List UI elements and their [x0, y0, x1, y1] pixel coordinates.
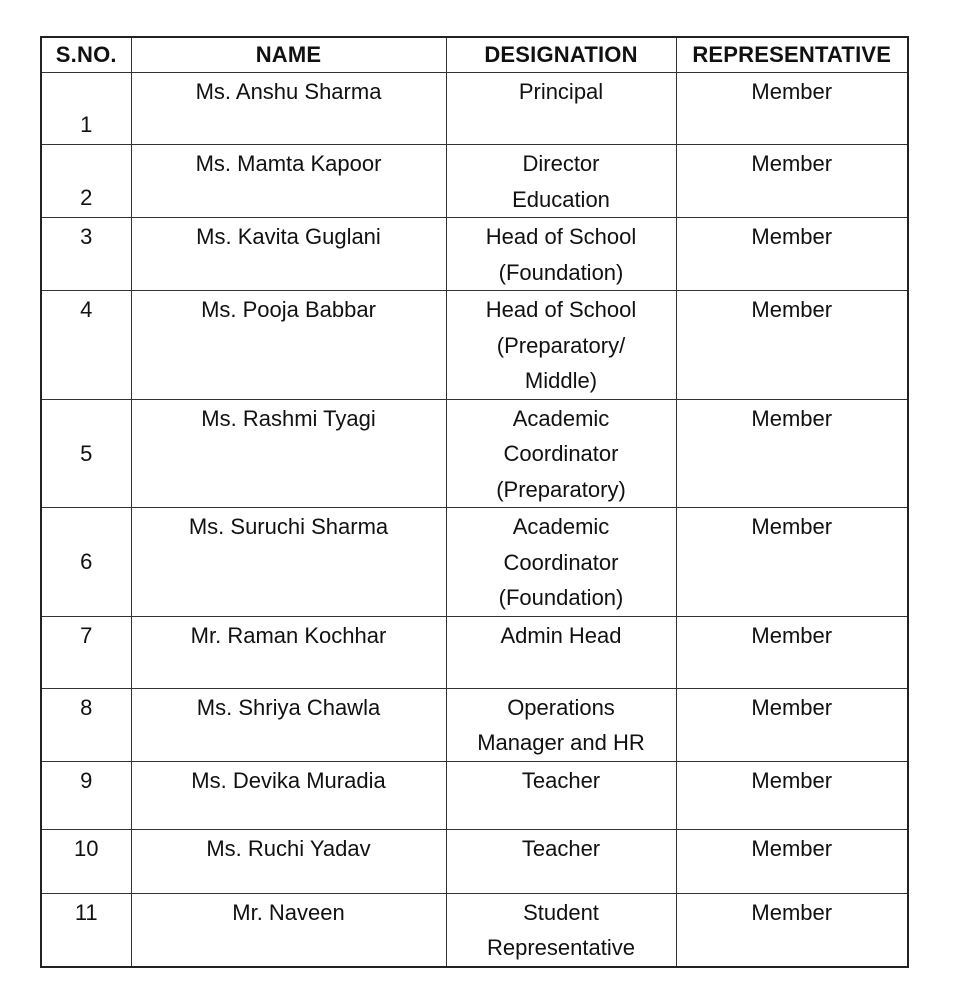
members-table: [40, 36, 909, 968]
table-body: [41, 73, 908, 968]
cell-designation: [446, 829, 676, 893]
table-row: [41, 829, 908, 893]
cell-representative: Member: [676, 73, 908, 145]
designation-line: Academic: [512, 514, 610, 539]
table-row: [41, 893, 908, 967]
cell-representative: Member: [676, 399, 908, 508]
cell-designation: [446, 508, 676, 617]
designation-line: Principal: [518, 79, 604, 104]
designation-line: Admin Head: [500, 622, 622, 648]
designation-line: Middle): [524, 368, 598, 393]
header-name: NAME: [131, 37, 446, 73]
cell-representative: Member: [676, 829, 908, 893]
table-row: [41, 508, 908, 617]
cell-designation: [446, 291, 676, 400]
table-row: [41, 399, 908, 508]
cell-representative: Member: [676, 145, 908, 218]
cell-sno: 6: [41, 508, 131, 617]
designation-line: (Preparatory/: [496, 332, 626, 358]
cell-name: Ms. Mamta Kapoor: [131, 145, 446, 218]
header-designation: DESIGNATION: [446, 37, 676, 73]
header-sno: S.NO.: [41, 37, 131, 73]
cell-name: Ms. Kavita Guglani: [131, 218, 446, 291]
designation-line: Manager and HR: [477, 730, 645, 755]
cell-designation: [446, 73, 676, 145]
cell-designation: [446, 145, 676, 218]
designation-line: Head of School: [485, 224, 637, 249]
cell-sno: 4: [41, 291, 131, 400]
designation-line: (Foundation): [498, 259, 624, 285]
designation-line: (Preparatory): [496, 476, 626, 502]
cell-name: Ms. Devika Muradia: [131, 761, 446, 829]
cell-designation: [446, 218, 676, 291]
header-row: [41, 37, 908, 73]
cell-name: Ms. Shriya Chawla: [131, 688, 446, 761]
cell-sno: 1: [41, 73, 131, 145]
designation-line: Student: [523, 899, 599, 925]
designation-line: Coordinator: [503, 549, 619, 575]
cell-sno: 11: [41, 893, 131, 967]
cell-representative: Member: [676, 616, 908, 688]
designation-line: Head of School: [485, 297, 637, 322]
designation-line: Operations: [507, 694, 615, 720]
cell-representative: Member: [676, 688, 908, 761]
header-representative: REPRESENTATIVE: [676, 37, 908, 73]
cell-designation: [446, 761, 676, 829]
table-row: [41, 688, 908, 761]
table-row: [41, 291, 908, 400]
cell-sno: 3: [41, 218, 131, 291]
cell-name: Ms. Rashmi Tyagi: [131, 399, 446, 508]
cell-name: Mr. Naveen: [131, 893, 446, 967]
cell-name: Mr. Raman Kochhar: [131, 616, 446, 688]
designation-line: Coordinator: [503, 441, 619, 466]
cell-representative: Member: [676, 761, 908, 829]
designation-line: (Foundation): [498, 585, 624, 610]
cell-sno: 10: [41, 829, 131, 893]
cell-representative: Member: [676, 218, 908, 291]
cell-name: Ms. Suruchi Sharma: [131, 508, 446, 617]
cell-sno: 5: [41, 399, 131, 508]
cell-sno: 9: [41, 761, 131, 829]
cell-name: Ms. Anshu Sharma: [131, 73, 446, 145]
cell-sno: 7: [41, 616, 131, 688]
cell-representative: Member: [676, 508, 908, 617]
cell-representative: Member: [676, 893, 908, 967]
cell-designation: [446, 399, 676, 508]
cell-sno: 8: [41, 688, 131, 761]
cell-name: Ms. Pooja Babbar: [131, 291, 446, 400]
table-row: [41, 616, 908, 688]
designation-line: Teacher: [521, 835, 601, 861]
cell-designation: [446, 893, 676, 967]
designation-line: Education: [512, 186, 610, 212]
cell-sno: 2: [41, 145, 131, 218]
cell-name: Ms. Ruchi Yadav: [131, 829, 446, 893]
designation-line: Academic: [512, 405, 610, 431]
designation-line: Representative: [487, 935, 635, 960]
table-row: [41, 73, 908, 145]
designation-line: Director: [522, 151, 600, 176]
table-row: [41, 761, 908, 829]
table-row: [41, 145, 908, 218]
table-row: [41, 218, 908, 291]
cell-representative: Member: [676, 291, 908, 400]
designation-line: Teacher: [521, 767, 601, 793]
cell-designation: [446, 688, 676, 761]
cell-designation: [446, 616, 676, 688]
